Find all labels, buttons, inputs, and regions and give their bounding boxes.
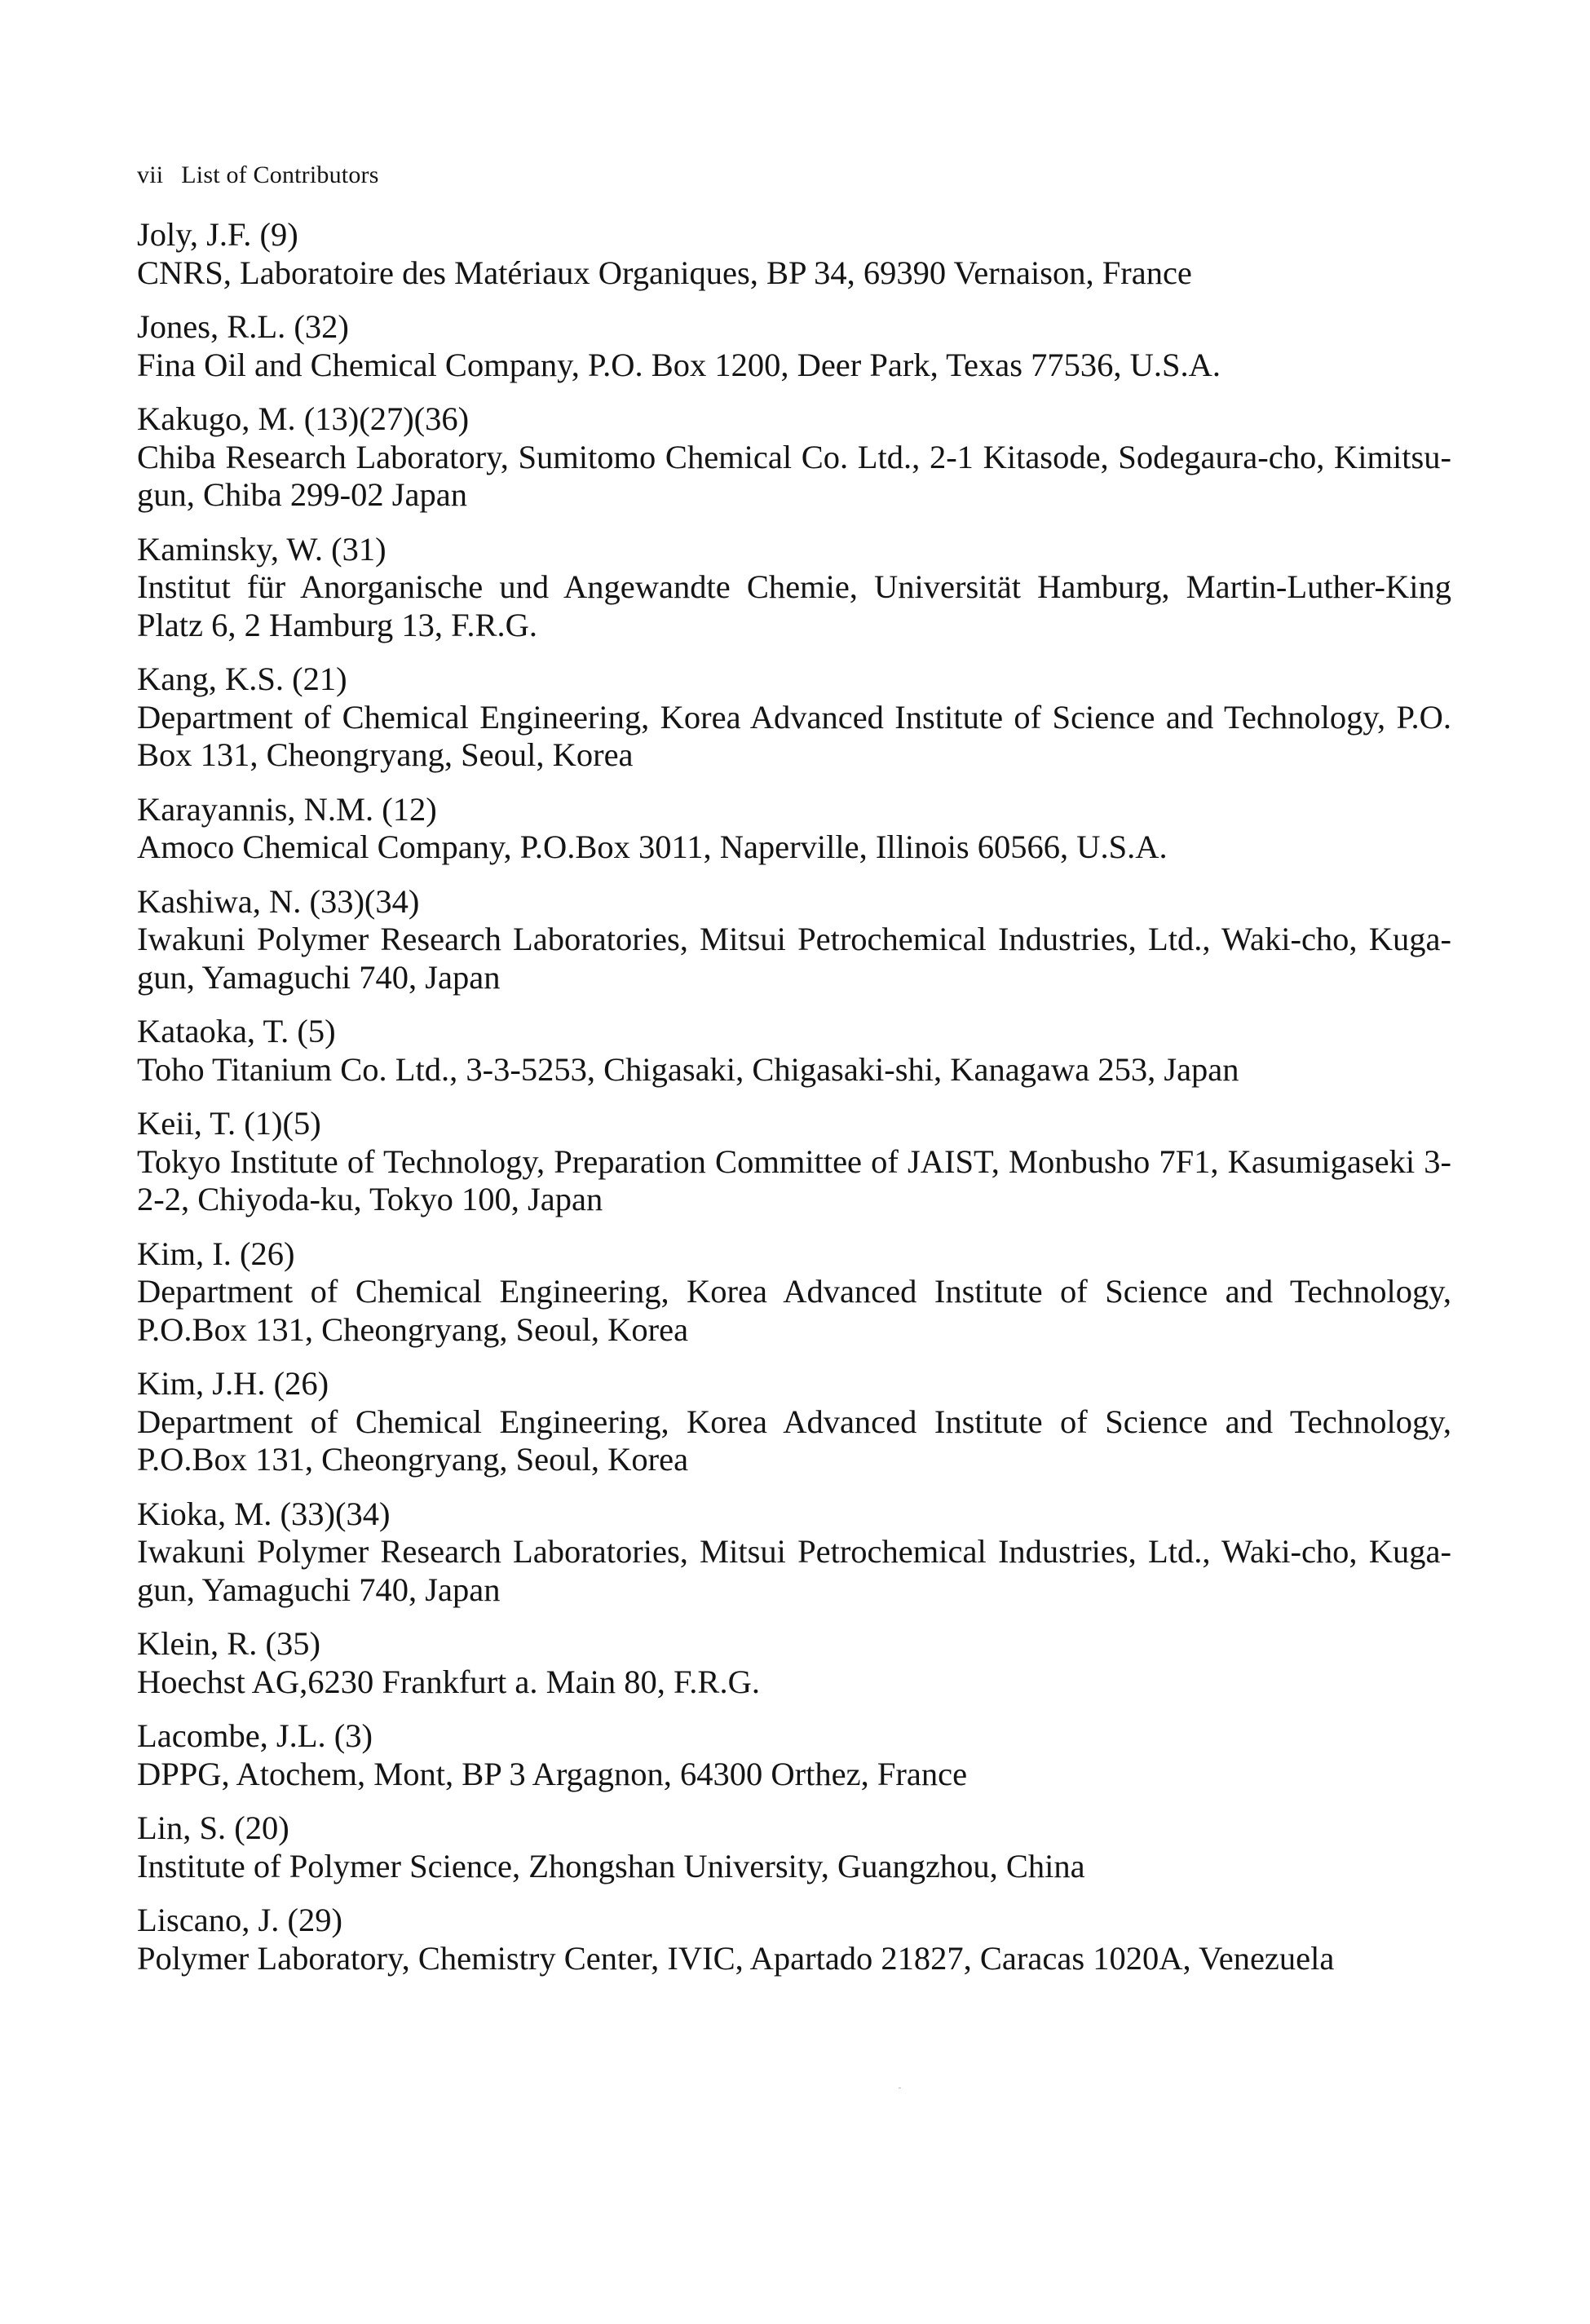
contributor-affiliation: DPPG, Atochem, Mont, BP 3 Argagnon, 64300 Orthez, France (137, 1755, 968, 1792)
contributor-list (137, 216, 1451, 1994)
contributor-name: Kioka, M. (33)(34) (137, 1495, 391, 1532)
contributor-entry (137, 883, 1451, 997)
contributor-entry (137, 1235, 1451, 1350)
contributor-affiliation: Department of Chemical Engineering, Korea Advanced Institute of Science and Technology, P.O.Box 131, Cheongryang, Seoul, Korea (137, 1403, 1451, 1478)
contributor-entry (137, 400, 1451, 515)
contributor-affiliation: Tokyo Institute of Technology, Preparation Committee of JAIST, Monbusho 7F1, Kasumigaseki 3-2-2, Chiyoda-ku, Tokyo 100, Japan (137, 1142, 1451, 1217)
contributor-entry (137, 1365, 1451, 1479)
contributor-affiliation: Iwakuni Polymer Research Laboratories, Mitsui Petrochemical Industries, Ltd., Waki-cho, Kuga-gun, Yamaguchi 740, Japan (137, 1533, 1451, 1608)
contributor-name: Kakugo, M. (13)(27)(36) (137, 400, 470, 437)
contributor-affiliation: Department of Chemical Engineering, Korea Advanced Institute of Science and Technology, P.O.Box 131, Cheongryang, Seoul, Korea (137, 1273, 1451, 1348)
contributor-name: Joly, J.F. (9) (137, 216, 298, 253)
running-header (137, 161, 379, 189)
contributor-name: Keii, T. (1)(5) (137, 1105, 321, 1142)
contributor-name: Liscano, J. (29) (137, 1902, 342, 1938)
contributor-name: Kataoka, T. (5) (137, 1013, 336, 1049)
contributor-affiliation: Polymer Laboratory, Chemistry Center, IVIC, Apartado 21827, Caracas 1020A, Venezuela (137, 1939, 1335, 1977)
contributor-affiliation: Fina Oil and Chemical Company, P.O. Box 1200, Deer Park, Texas 77536, U.S.A. (137, 346, 1221, 383)
contributor-affiliation: Amoco Chemical Company, P.O.Box 3011, Naperville, Illinois 60566, U.S.A. (137, 828, 1168, 865)
contributor-name: Jones, R.L. (32) (137, 308, 349, 345)
contributor-entry (137, 1105, 1451, 1219)
contributor-name: Klein, R. (35) (137, 1625, 320, 1662)
contributor-entry (137, 1717, 1451, 1793)
contributor-entry (137, 1902, 1451, 1977)
contributor-name: Kang, K.S. (21) (137, 661, 347, 697)
contributor-entry (137, 531, 1451, 645)
contributor-affiliation: Hoechst AG,6230 Frankfurt a. Main 80, F.R.G. (137, 1663, 760, 1700)
contributor-entry (137, 661, 1451, 775)
contributor-name: Kim, J.H. (26) (137, 1365, 329, 1402)
contributor-affiliation: Chiba Research Laboratory, Sumitomo Chemical Co. Ltd., 2-1 Kitasode, Sodegaura-cho, Kimitsu-gun, Chiba 299-02 Japan (137, 438, 1451, 513)
contributor-name: Kim, I. (26) (137, 1235, 295, 1272)
contributor-entry (137, 216, 1451, 292)
contributor-entry (137, 1013, 1451, 1089)
contributor-entry (137, 1496, 1451, 1610)
contributor-entry (137, 1625, 1451, 1701)
contributor-entry (137, 791, 1451, 867)
running-title: List of Contributors (181, 161, 379, 188)
contributor-affiliation: Department of Chemical Engineering, Korea Advanced Institute of Science and Technology, P.O. Box 131, Cheongryang, Seoul, Korea (137, 698, 1451, 773)
contributor-entry (137, 308, 1451, 384)
contributor-name: Lin, S. (20) (137, 1809, 289, 1846)
contributor-name: Kashiwa, N. (33)(34) (137, 882, 420, 920)
contributor-name: Karayannis, N.M. (12) (137, 790, 437, 828)
contributor-affiliation: CNRS, Laboratoire des Matériaux Organiques, BP 34, 69390 Vernaison, France (137, 254, 1192, 291)
contributor-name: Lacombe, J.L. (3) (137, 1717, 373, 1754)
contributor-affiliation: Iwakuni Polymer Research Laboratories, Mitsui Petrochemical Industries, Ltd., Waki-cho, Kuga-gun, Yamaguchi 740, Japan (137, 921, 1451, 996)
contributor-name: Kaminsky, W. (31) (137, 530, 386, 568)
contributor-affiliation: Toho Titanium Co. Ltd., 3-3-5253, Chigasaki, Chigasaki-shi, Kanagawa 253, Japan (137, 1050, 1239, 1088)
contributor-affiliation: Institute of Polymer Science, Zhongshan University, Guangzhou, China (137, 1847, 1085, 1884)
page-number: vii (137, 161, 164, 188)
contributor-entry (137, 1809, 1451, 1885)
contributor-affiliation: Institut für Anorganische und Angewandte Chemie, Universität Hamburg, Martin-Luther-King Platz 6, 2 Hamburg 13, F.R.G. (137, 568, 1451, 643)
